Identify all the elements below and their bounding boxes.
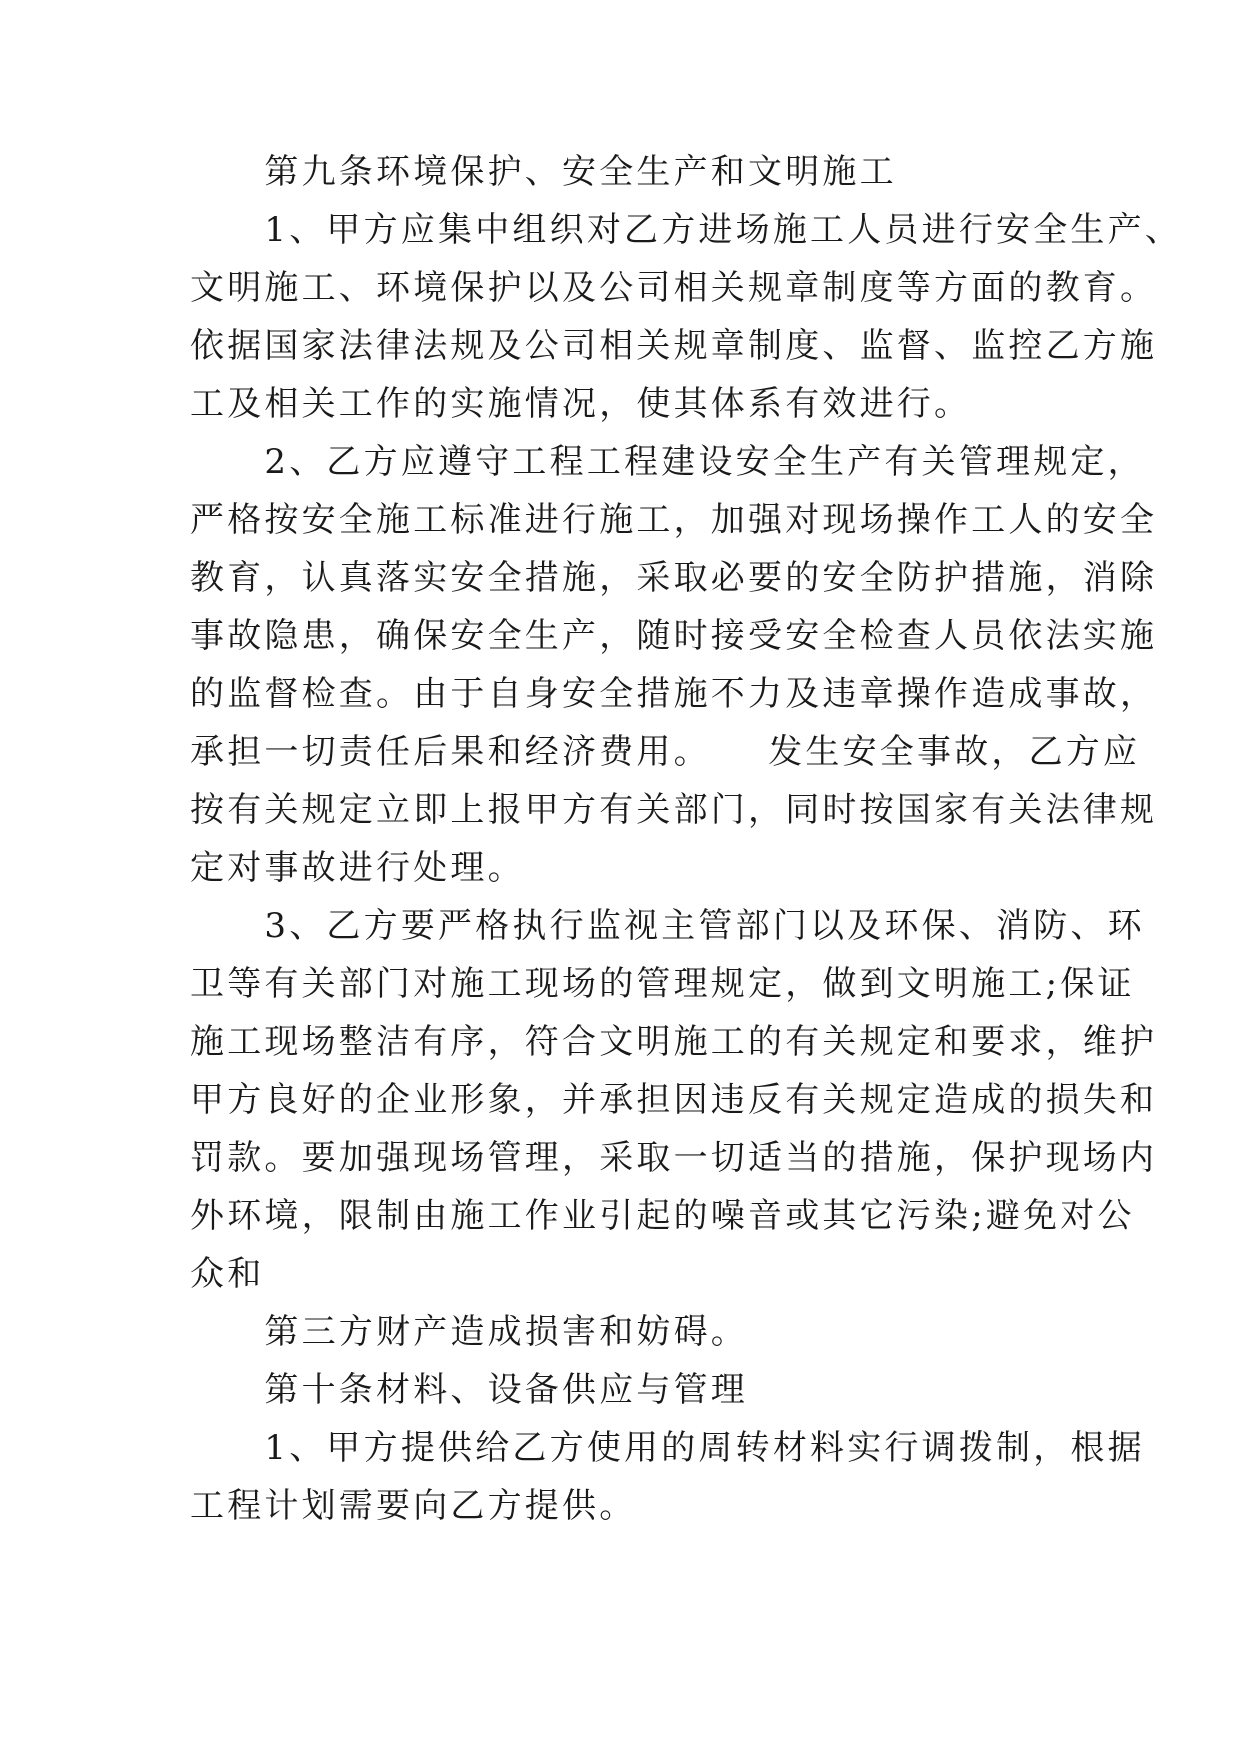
text-line: 外环境，限制由施工作业引起的噪音或其它污染;避免对公 <box>190 1196 1135 1236</box>
text-line: 甲方良好的企业形象，并承担因违反有关规定造成的损失和 <box>190 1080 1158 1120</box>
text-line: 承担一切责任后果和经济费用。 发生安全事故，乙方应 <box>190 732 1141 772</box>
text-line: 第三方财产造成损害和妨碍。 <box>190 1312 748 1352</box>
text-line: 文明施工、环境保护以及公司相关规章制度等方面的教育。 <box>190 268 1158 308</box>
text-line: 1、甲方提供给乙方使用的周转材料实行调拨制，根据 <box>190 1428 1145 1468</box>
text-line: 定对事故进行处理。 <box>190 848 525 888</box>
text-line: 依据国家法律法规及公司相关规章制度、监督、监控乙方施 <box>190 326 1158 366</box>
text-line: 教育，认真落实安全措施，采取必要的安全防护措施，消除 <box>190 558 1158 598</box>
text-line: 事故隐患，确保安全生产，随时接受安全检查人员依法实施 <box>190 616 1158 656</box>
text-line: 工及相关工作的实施情况，使其体系有效进行。 <box>190 384 972 424</box>
text-line: 第九条环境保护、安全生产和文明施工 <box>190 152 897 192</box>
text-line: 的监督检查。由于自身安全措施不力及违章操作造成事故， <box>190 674 1158 714</box>
text-line: 2、乙方应遵守工程工程建设安全生产有关管理规定， <box>190 442 1145 482</box>
text-line: 罚款。要加强现场管理，采取一切适当的措施，保护现场内 <box>190 1138 1158 1178</box>
text-line: 3、乙方要严格执行监视主管部门以及环保、消防、环 <box>190 906 1145 946</box>
text-line: 1、甲方应集中组织对乙方进场施工人员进行安全生产、 <box>190 210 1183 250</box>
text-line: 工程计划需要向乙方提供。 <box>190 1486 637 1526</box>
text-line: 严格按安全施工标准进行施工，加强对现场操作工人的安全 <box>190 500 1158 540</box>
text-line: 按有关规定立即上报甲方有关部门，同时按国家有关法律规 <box>190 790 1158 830</box>
text-line: 众和 <box>190 1254 265 1294</box>
text-line: 卫等有关部门对施工现场的管理规定，做到文明施工;保证 <box>190 964 1135 1004</box>
text-line: 第十条材料、设备供应与管理 <box>190 1370 748 1410</box>
text-line: 施工现场整洁有序，符合文明施工的有关规定和要求，维护 <box>190 1022 1158 1062</box>
